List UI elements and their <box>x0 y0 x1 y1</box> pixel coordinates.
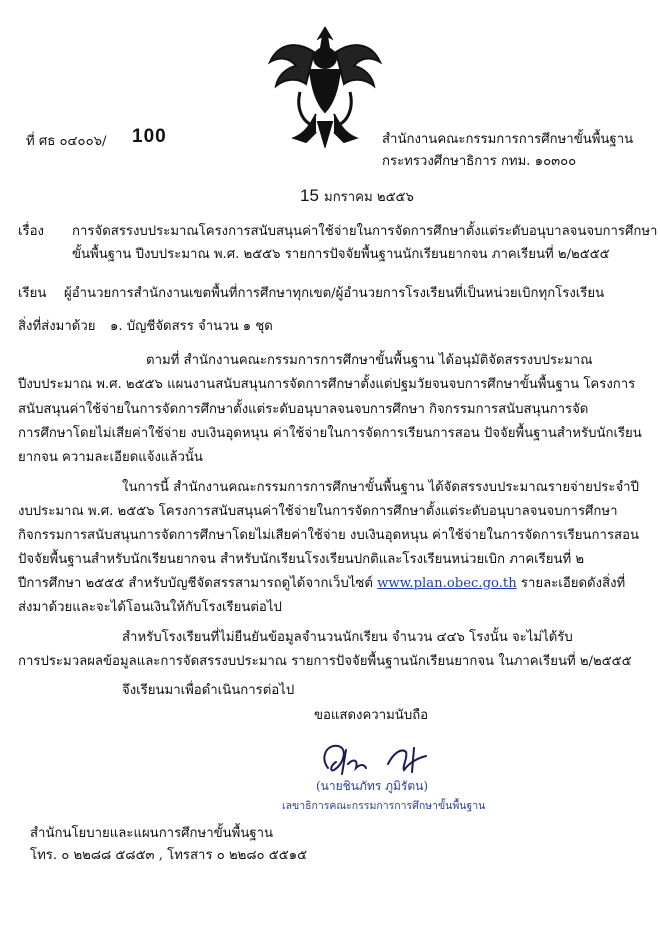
paragraph-1-line: ตามที่ สำนักงานคณะกรรมการการศึกษาขั้นพื้นฐาน ได้อนุมัติจัดสรรงบประมาณ <box>146 353 593 368</box>
recipient-label: เรียน <box>18 286 47 301</box>
reference-number: 100 <box>132 126 167 147</box>
paragraph-1-line: การศึกษาโดยไม่เสียค่าใช้จ่าย งบเงินอุดหนุน ค่าใช้จ่ายในการจัดการเรียนการสอน ปัจจัยพื้นฐานสำหรับนักเรียน <box>18 426 642 441</box>
date-day: 15 <box>300 186 319 205</box>
signatory-name: (นายชินภัทร ภูมิรัตน) <box>316 779 429 793</box>
regards-text: ขอแสดงความนับถือ <box>314 708 429 723</box>
recipient-text: ผู้อำนวยการสำนักงานเขตพื้นที่การศึกษาทุกเขต/ผู้อำนวยการโรงเรียนที่เป็นหน่วยเบิกทุกโรงเรียน <box>64 286 605 301</box>
enclosure-text: ๑. บัญชีจัดสรร จำนวน ๑ ชุด <box>110 319 273 334</box>
paragraph-2-line: กิจกรรมการสนับสนุนการจัดการศึกษาโดยไม่เสียค่าใช้จ่าย งบเงินอุดหนุน ค่าใช้จ่ายในการจัดการเรียนการสอน <box>18 528 640 543</box>
paragraph-1-line: สนับสนุนค่าใช้จ่ายในการจัดการศึกษาตั้งแต่ระดับอนุบาลจนจบการศึกษา กิจกรรมการสนับสนุนการจัด <box>18 402 589 417</box>
paragraph-1-line: ปีงบประมาณ พ.ศ. ๒๕๕๖ แผนงานสนับสนุนการจัดการศึกษาตั้งแต่ปฐมวัยจนจบการศึกษาขั้นพื้นฐาน โครงการ <box>18 377 636 392</box>
subject-line-2: ขั้นพื้นฐาน ปีงบประมาณ พ.ศ. ๒๕๕๖ รายการปัจจัยพื้นฐานนักเรียนยากจน ภาคเรียนที่ ๒/๒๕๕๕ <box>72 247 610 262</box>
footer-contact: โทร. ๐ ๒๒๘๘ ๕๘๕๓ , โทรสาร ๐ ๒๒๘๐ ๕๕๑๕ <box>30 848 308 863</box>
paragraph-2-line: งบประมาณ พ.ศ. ๒๕๕๖ โครงการสนับสนุนค่าใช้จ่ายในการจัดการศึกษาตั้งแต่ระดับอนุบาลจนจบการศึกษา <box>18 504 618 519</box>
paragraph-3-line: การประมวลผลข้อมูลและการจัดสรรงบประมาณ รายการปัจจัยพื้นฐานนักเรียนยากจน ในภาคเรียนที่ ๒/๒๕๕๕ <box>18 654 632 669</box>
paragraph-3-line: สำหรับโรงเรียนที่ไม่ยืนยันข้อมูลจำนวนนักเรียน จำนวน ๔๔๖ โรงนั้น จะไม่ได้รับ <box>122 630 573 645</box>
subject-label: เรื่อง <box>18 224 44 239</box>
reference-prefix: ที่ ศธ ๐๔๐๐๖/ <box>26 134 107 149</box>
paragraph-2-text: รายละเอียดดังสิ่งที่ <box>516 576 626 591</box>
subject-line-1: การจัดสรรงบประมาณโครงการสนับสนุนค่าใช้จ่ายในการจัดการศึกษาตั้งแต่ระดับอนุบาลจนจบการศึกษา <box>72 224 658 239</box>
website-link[interactable]: www.plan.obec.go.th <box>377 576 517 591</box>
footer-department: สำนักนโยบายและแผนการศึกษาขั้นพื้นฐาน <box>30 826 274 841</box>
paragraph-2-line <box>18 574 625 594</box>
paragraph-1-line: ยากจน ความละเอียดแจ้งแล้วนั้น <box>18 450 203 465</box>
office-name: สำนักงานคณะกรรมการการศึกษาขั้นพื้นฐาน <box>382 132 634 147</box>
signatory-title: เลขาธิการคณะกรรมการการศึกษาขั้นพื้นฐาน <box>282 800 486 812</box>
paragraph-2-text: ปีการศึกษา ๒๕๕๕ สำหรับบัญชีจัดสรรสามารถดูได้จากเว็บไซต์ <box>18 576 373 591</box>
paragraph-2-line: ปัจจัยพื้นฐานสำหรับนักเรียนยากจน สำหรับนักเรียนโรงเรียนปกติและโรงเรียนหน่วยเบิก ภาคเรียนที่ ๒ <box>18 552 585 567</box>
garuda-emblem-icon <box>266 22 384 148</box>
date-month-year: มกราคม ๒๕๕๖ <box>324 190 414 205</box>
office-address: กระทรวงศึกษาธิการ กทม. ๑๐๓๐๐ <box>382 154 577 169</box>
paragraph-2-line: ในการนี้ สำนักงานคณะกรรมการการศึกษาขั้นพื้นฐาน ได้จัดสรรงบประมาณรายจ่ายประจำปี <box>122 480 639 495</box>
enclosure-label: สิ่งที่ส่งมาด้วย <box>18 319 96 334</box>
signature-icon <box>318 738 448 778</box>
paragraph-2-line: ส่งมาด้วยและจะได้โอนเงินให้กับโรงเรียนต่อไป <box>18 600 282 615</box>
closing-text: จึงเรียนมาเพื่อดำเนินการต่อไป <box>122 683 295 698</box>
